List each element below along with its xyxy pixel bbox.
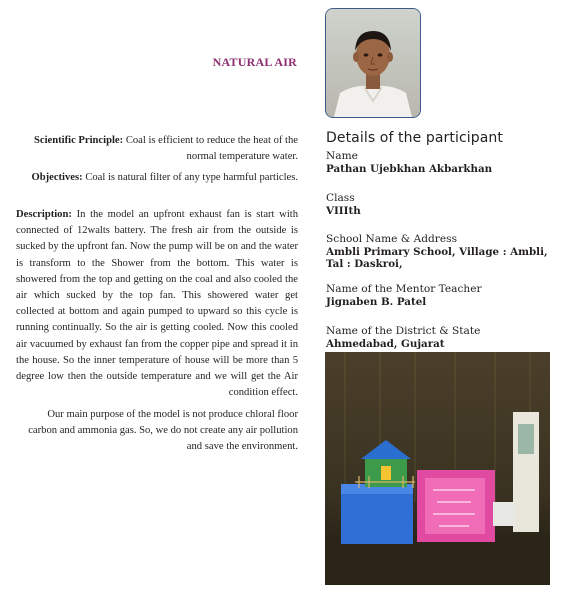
class-field	[326, 192, 551, 217]
project-title: NATURAL AIR	[212, 55, 297, 69]
name-field	[326, 150, 551, 175]
name-value: Pathan Ujebkhan Akbarkhan	[326, 163, 493, 175]
mentor-value: Jignaben B. Patel	[326, 296, 427, 308]
scientific-principle-text: Coal is efficient to reduce the heat of the normal temperature water.	[125, 135, 298, 163]
class-value: VIIIth	[326, 205, 361, 217]
scientific-principle-label: Scientific Principle:	[34, 135, 124, 146]
district-value: Ahmedabad, Gujarat	[326, 338, 445, 350]
description-text: In the model an upfront exhaust fan is start with connected of 12walts battery. The fresh air from the outside is sucked by the upfront fan. Now the pump will be on and the water is transform to the Shower from the bottom. This water is showered from the top and getting on the coal and also cooled the air which sucked by the top fan. This showered water get collected at bottom and again pumped to upward so this cycle is running continually. So the air is getting cooled. Now this cooled air vacuumed by exhaust fan from the copper pipe and spread it in the house. So the inner temperature of house will be more than 5 degree low then the outside temperature and we will get the Air condition effect.	[16, 209, 298, 399]
model-photo	[325, 352, 550, 585]
scientific-principle-paragraph	[16, 133, 298, 165]
mentor-field	[326, 283, 551, 308]
participant-photo	[325, 8, 421, 118]
district-field	[326, 325, 551, 350]
participant-details	[326, 130, 551, 350]
class-label: Class	[326, 192, 355, 204]
district-label: Name of the District & State	[326, 325, 481, 337]
school-field	[326, 233, 551, 270]
participant-heading: Details of the participant	[326, 130, 503, 146]
name-label: Name	[326, 150, 358, 162]
mentor-label: Name of the Mentor Teacher	[326, 283, 482, 295]
objectives-text: Coal is natural filter of any type harmful particles.	[85, 172, 298, 183]
description-paragraph	[16, 207, 298, 401]
school-label: School Name & Address	[326, 233, 458, 245]
purpose-paragraph: Our main purpose of the model is not produce chloral floor carbon and ammonia gas. So, we do not create any air pollution and save the environment.	[28, 409, 298, 453]
school-value: Ambli Primary School, Village : Ambli, Tal : Daskroi,	[326, 246, 548, 270]
description-label: Description:	[16, 209, 72, 220]
objectives-paragraph	[16, 170, 298, 186]
objectives-label: Objectives:	[31, 172, 83, 183]
